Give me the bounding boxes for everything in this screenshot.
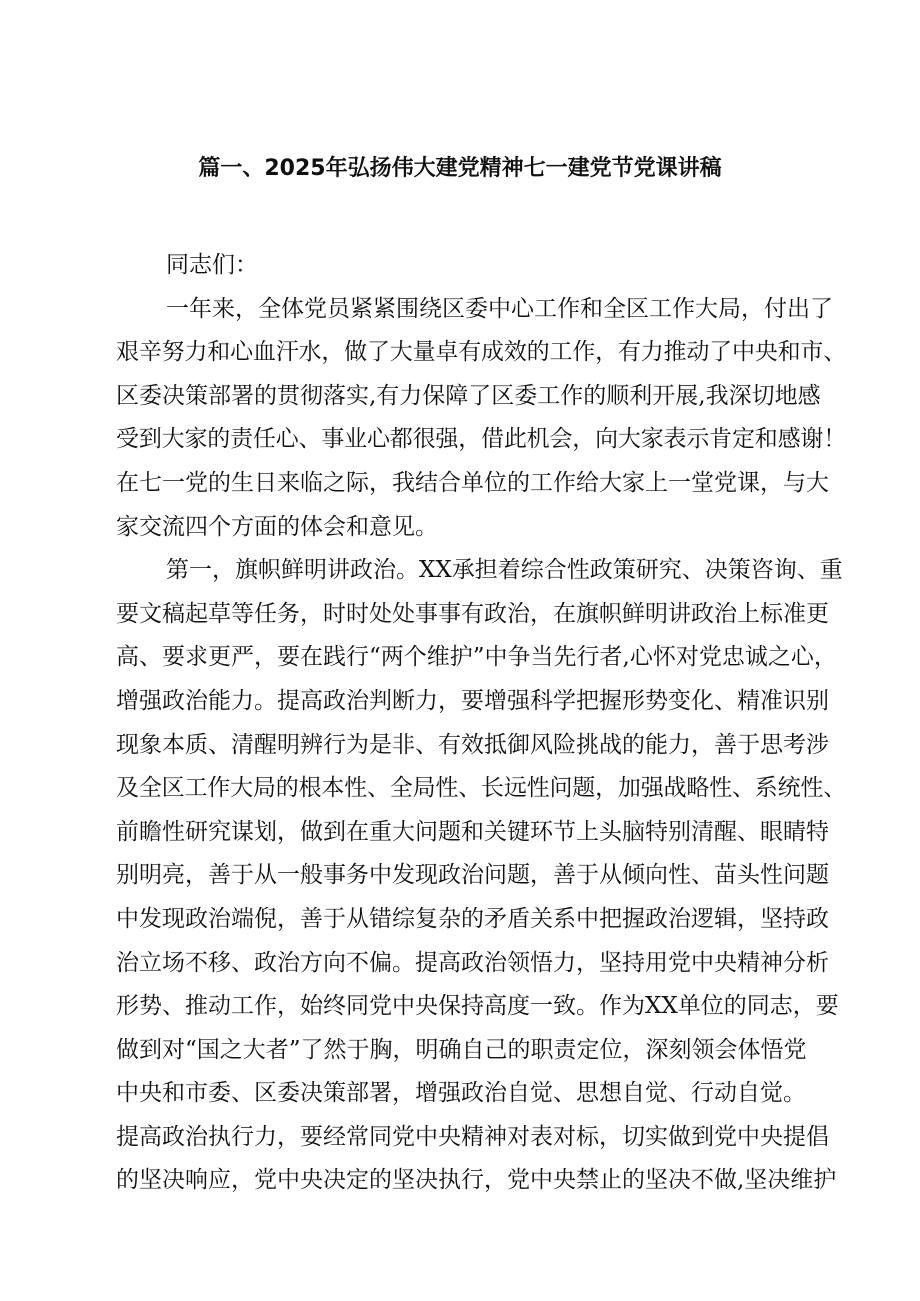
body-line: 中央和市委、区委决策部署，增强政治自觉、思想自觉、行动自觉。 bbox=[116, 1080, 806, 1107]
body-line: 做到对“国之大者”了然于胸，明确自己的职责定位，深刻领会体悟党 bbox=[116, 1036, 807, 1063]
body-line: 在七一党的生日来临之际，我结合单位的工作给大家上一堂党课，与大 bbox=[116, 469, 829, 496]
body-line: 中发现政治端倪，善于从错综复杂的矛盾关系中把握政治逻辑，坚持政 bbox=[116, 905, 829, 932]
body-line: 现象本质、清醒明辨行为是非、有效抵御风险挑战的能力，善于思考涉 bbox=[116, 731, 829, 758]
body-line: 增强政治能力。提高政治判断力，要增强科学把握形势变化、精准识别 bbox=[116, 687, 829, 714]
body-line: 治立场不移、政治方向不偏。提高政治领悟力，坚持用党中央精神分析 bbox=[116, 949, 829, 976]
body-line: 一年来，全体党员紧紧围绕区委中心工作和全区工作大局，付出了 bbox=[166, 295, 833, 322]
body-line: 的坚决响应，党中央决定的坚决执行，党中央禁止的坚决不做,坚决维护 bbox=[116, 1167, 837, 1194]
body-line: 提高政治执行力，要经常同党中央精神对表对标，切实做到党中央提倡 bbox=[116, 1123, 829, 1150]
body-line: 第一，旗帜鲜明讲政治。XX承担着综合性政策研究、决策咨询、重 bbox=[166, 557, 843, 584]
body-line: 家交流四个方面的体会和意见。 bbox=[116, 513, 438, 540]
body-line: 区委决策部署的贯彻落实,有力保障了区委工作的顺利开展,我深切地感 bbox=[116, 382, 821, 409]
body-line: 及全区工作大局的根本性、全局性、长远性问题，加强战略性、系统性、 bbox=[116, 775, 846, 802]
body-line: 高、要求更严，要在践行“两个维护”中争当先行者,心怀对党忠诚之心， bbox=[116, 644, 837, 671]
document-body bbox=[116, 244, 846, 1203]
body-line: 同志们： bbox=[166, 252, 258, 278]
body-line: 受到大家的责任心、事业心都很强，借此机会，向大家表示肯定和感谢！ bbox=[116, 426, 846, 453]
document-title: 篇一、2025年弘扬伟大建党精神七一建党节党课讲稿 bbox=[198, 156, 722, 181]
body-line: 前瞻性研究谋划，做到在重大问题和关键环节上头脑特别清醒、眼睛特 bbox=[116, 818, 829, 845]
body-line: 形势、推动工作，始终同党中央保持高度一致。作为XX单位的同志，要 bbox=[116, 993, 839, 1020]
body-line: 要文稿起草等任务，时时处处事事有政治，在旗帜鲜明讲政治上标准更 bbox=[116, 600, 829, 627]
body-line: 艰辛努力和心血汗水，做了大量卓有成效的工作，有力推动了中央和市、 bbox=[116, 339, 846, 366]
body-line: 别明亮，善于从一般事务中发现政治问题，善于从倾向性、苗头性问题 bbox=[116, 862, 829, 889]
